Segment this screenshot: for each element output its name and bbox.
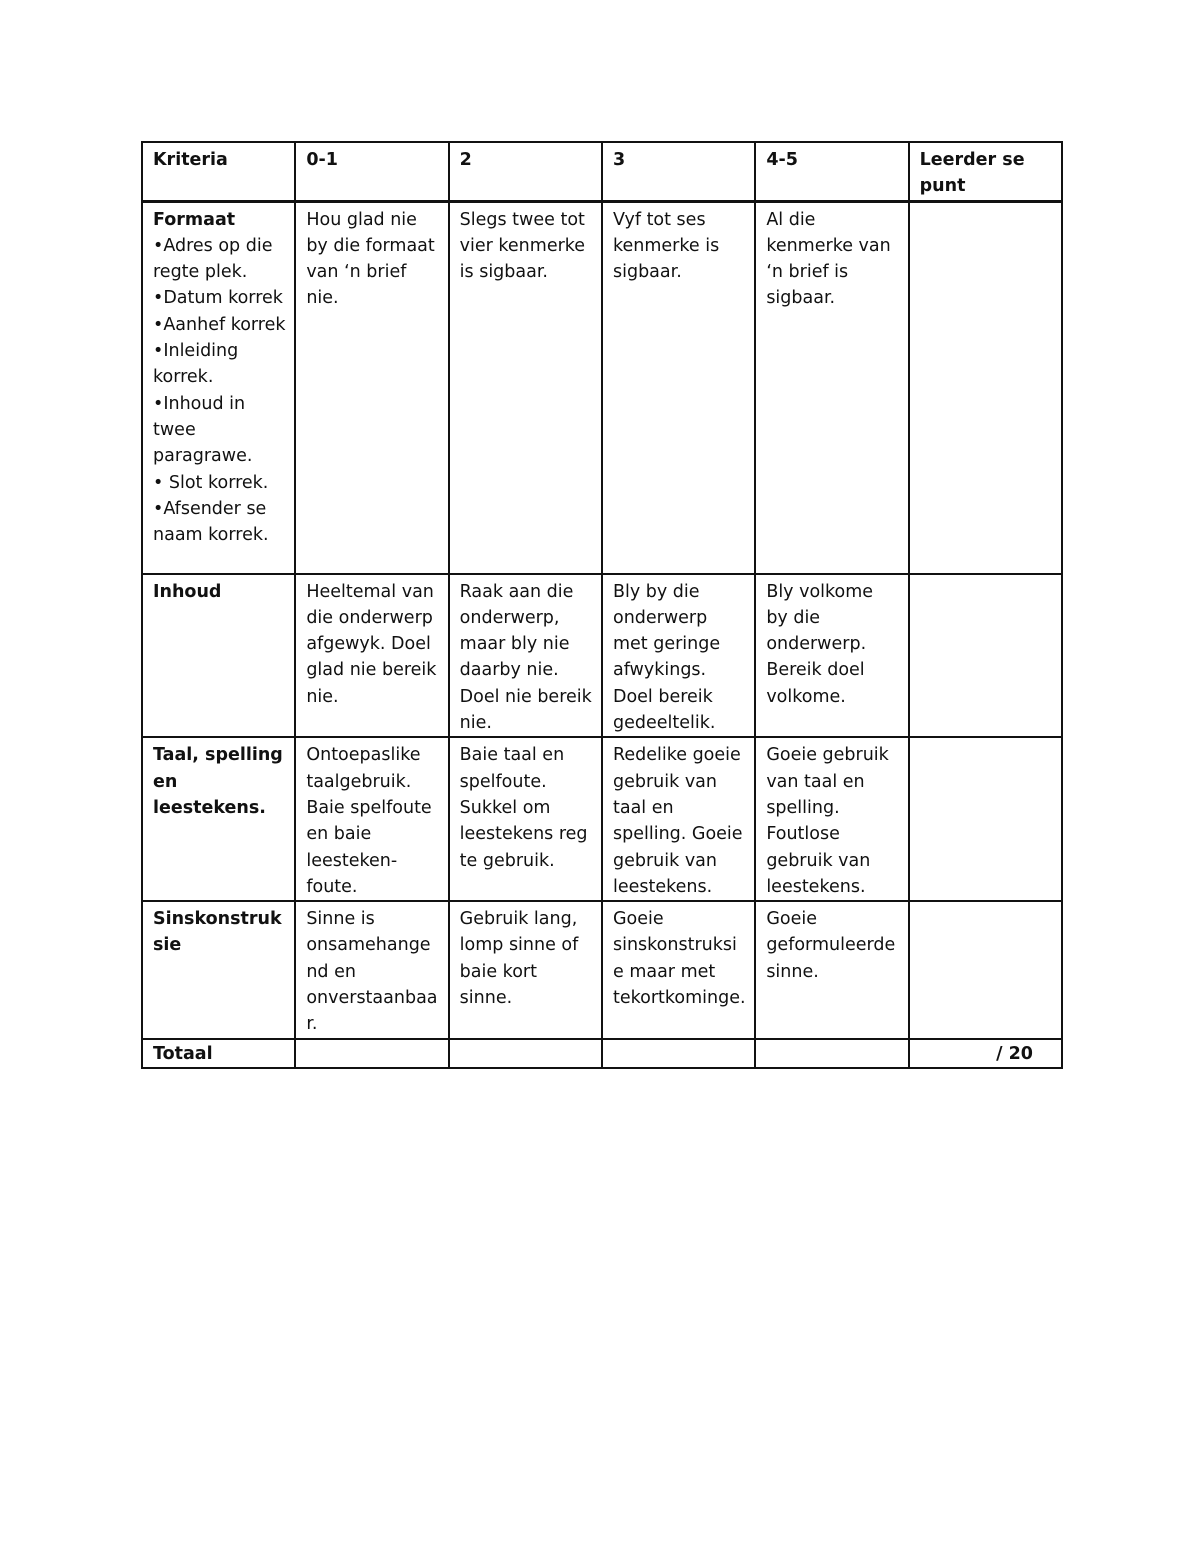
descriptor-cell: Heeltemal van die onderwerp afgewyk. Doel glad nie bereik nie. <box>295 574 448 738</box>
descriptor-cell: Goeie sinskonstruksie maar met tekortkominge. <box>602 901 755 1038</box>
descriptor-cell: Slegs twee tot vier kenmerke is sigbaar. <box>449 201 602 574</box>
table-row <box>142 201 1062 574</box>
learner-score-cell[interactable] <box>909 901 1062 1038</box>
header-score-4-5: 4-5 <box>755 142 908 201</box>
header-score-0-1: 0-1 <box>295 142 448 201</box>
descriptor-cell: Vyf tot ses kenmerke is sigbaar. <box>602 201 755 574</box>
criterion-cell-taal: Taal, spelling en leestekens. <box>142 737 295 901</box>
table-row <box>142 737 1062 901</box>
descriptor-cell: Goeie geformuleerde sinne. <box>755 901 908 1038</box>
table-row <box>142 901 1062 1038</box>
header-score-3: 3 <box>602 142 755 201</box>
descriptor-cell: Al die kenmerke van ‘n brief is sigbaar. <box>755 201 908 574</box>
total-row <box>142 1039 1062 1068</box>
criterion-cell-inhoud: Inhoud <box>142 574 295 738</box>
header-kriteria: Kriteria <box>142 142 295 201</box>
empty-cell <box>295 1039 448 1068</box>
descriptor-cell: Sinne is onsamehangend en onverstaanbaar. <box>295 901 448 1038</box>
criterion-item: •Inleiding korrek. <box>153 341 239 388</box>
total-score[interactable]: / 20 <box>909 1039 1062 1068</box>
descriptor-cell: Bly volkome by die onderwerp. Bereik doel volkome. <box>755 574 908 738</box>
empty-cell <box>449 1039 602 1068</box>
table-row <box>142 574 1062 738</box>
header-score-2: 2 <box>449 142 602 201</box>
descriptor-cell: Raak aan die onderwerp, maar bly nie daarby nie. Doel nie bereik nie. <box>449 574 602 738</box>
header-row <box>142 142 1062 201</box>
criterion-cell-formaat <box>142 201 295 574</box>
rubric-table <box>141 141 1063 1069</box>
criterion-item: •Aanhef korrek <box>153 314 286 335</box>
descriptor-cell: Goeie gebruik van taal en spelling. Foutlose gebruik van leestekens. <box>755 737 908 901</box>
descriptor-cell: Bly by die onderwerp met geringe afwykings. Doel bereik gedeeltelik. <box>602 574 755 738</box>
learner-score-cell[interactable] <box>909 201 1062 574</box>
criterion-title: Formaat <box>153 209 236 230</box>
criterion-cell-sinskonstruksie: Sinskonstruksie <box>142 901 295 1038</box>
total-label: Totaal <box>142 1039 295 1068</box>
learner-score-cell[interactable] <box>909 574 1062 738</box>
header-learner-score: Leerder se punt <box>909 142 1062 201</box>
criterion-item: • Slot korrek. <box>153 472 269 493</box>
criterion-item: •Inhoud in twee paragrawe. <box>153 393 253 467</box>
descriptor-cell: Gebruik lang, lomp sinne of baie kort sinne. <box>449 901 602 1038</box>
criterion-item: •Datum korrek <box>153 288 283 309</box>
criterion-item: •Afsender se naam korrek. <box>153 498 269 546</box>
descriptor-cell: Ontoepaslike taalgebruik. Baie spelfoute en baie leesteken-foute. <box>295 737 448 901</box>
descriptor-cell: Baie taal en spelfoute. Sukkel om leestekens reg te gebruik. <box>449 737 602 901</box>
descriptor-cell: Redelike goeie gebruik van taal en spelling. Goeie gebruik van leestekens. <box>602 737 755 901</box>
learner-score-cell[interactable] <box>909 737 1062 901</box>
empty-cell <box>755 1039 908 1068</box>
criterion-item: •Adres op die regte plek. <box>153 235 273 283</box>
empty-cell <box>602 1039 755 1068</box>
descriptor-cell: Hou glad nie by die formaat van ‘n brief nie. <box>295 201 448 574</box>
